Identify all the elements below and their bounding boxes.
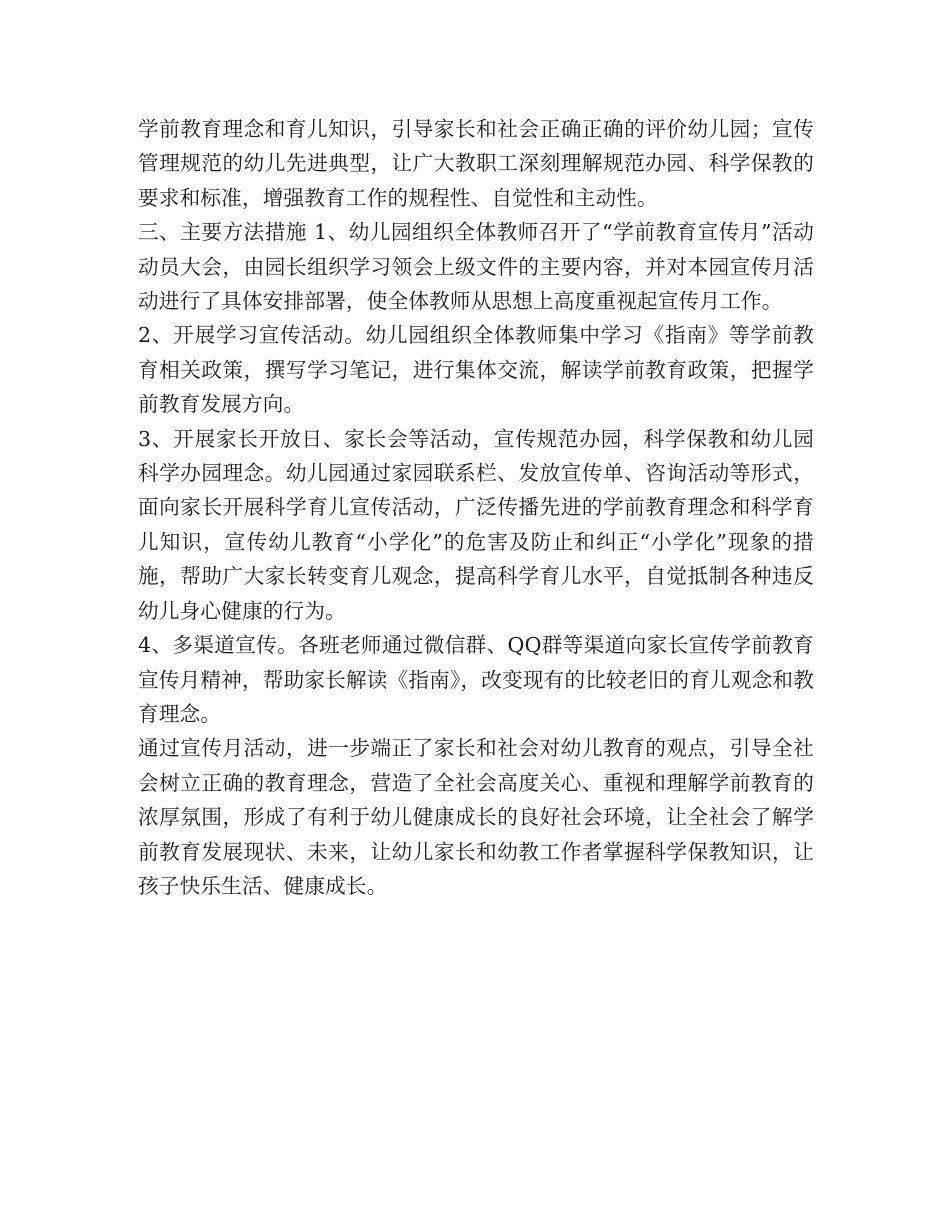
- paragraph-item-three: 3、开展家长开放日、家长会等活动，宣传规范办园，科学保教和幼儿园科学办园理念。幼儿园通过家园联系栏、发放宣传单、咨询活动等形式，面向家长开展科学育儿宣传活动，广泛传播先进的学前教育理念和科学育儿知识，宣传幼儿教育“小学化”的危害及防止和纠正“小学化”现象的措施，帮助广大家长转变育儿观念，提高科学育儿水平，自觉抵制各种违反幼儿身心健康的行为。: [138, 426, 814, 623]
- document-body: [138, 112, 814, 903]
- paragraph-item-two: 2、开展学习宣传活动。幼儿园组织全体教师集中学习《指南》等学前教育相关政策，撰写学习笔记，进行集体交流，解读学前教育政策，把握学前教育发展方向。: [138, 323, 814, 417]
- paragraph-intro-continuation: 学前教育理念和育儿知识，引导家长和社会正确正确的评价幼儿园；宣传管理规范的幼儿先进典型，让广大教职工深刻理解规范办园、科学保教的要求和标准，增强教育工作的规程性、自觉性和主动性。: [138, 117, 814, 210]
- paragraph-item-four: 4、多渠道宣传。各班老师通过微信群、QQ群等渠道向家长宣传学前教育宣传月精神，帮助家长解读《指南》，改变现有的比较老旧的育儿观念和教育理念。: [138, 633, 814, 726]
- paragraph-section-three-item-one: 三、主要方法措施 1、幼儿园组织全体教师召开了“学前教育宣传月”活动动员大会，由园长组织学习领会上级文件的主要内容，并对本园宣传月活动进行了具体安排部署，使全体教师从思想上高度重视起宣传月工作。: [138, 220, 814, 314]
- paragraph-conclusion: 通过宣传月活动，进一步端正了家长和社会对幼儿教育的观点，引导全社会树立正确的教育理念，营造了全社会高度关心、重视和理解学前教育的浓厚氛围，形成了有利于幼儿健康成长的良好社会环境，让全社会了解学前教育发展现状、未来，让幼儿家长和幼教工作者掌握科学保教知识，让孩子快乐生活、健康成长。: [138, 736, 814, 898]
